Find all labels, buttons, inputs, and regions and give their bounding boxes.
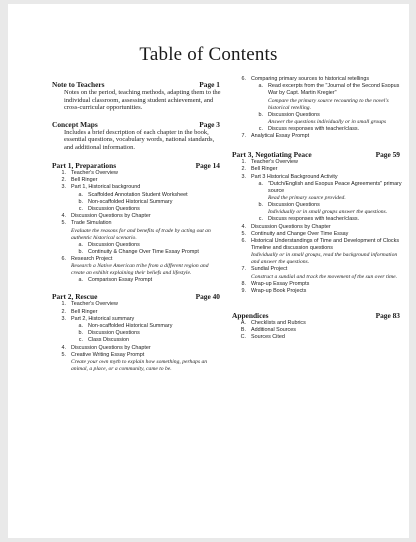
list-item: B. Additional Sources <box>240 327 296 334</box>
item-note: Answer the questions individually or in small groups <box>268 118 387 125</box>
list-item: 5. Trade Simulation Evaluate the reasons for and benefits of trade by acting out an authentic historical scenario. <box>52 220 222 241</box>
left-column <box>52 80 222 373</box>
item-note: Create your own myth to explain how something, perhaps an animal, a place, or a community, came to be. <box>71 359 208 373</box>
list-item: 6. Comparing primary sources to historical retellings <box>241 76 370 82</box>
list-item: 9. Wrap-up Book Projects <box>241 287 307 294</box>
item-note: Read the primary source provided. <box>268 195 346 202</box>
sub-item: c. Class Discussion <box>78 337 130 344</box>
sub-item: c. Discussion Questions <box>78 206 140 213</box>
list-item: 4. Discussion Questions by Chapter <box>241 223 331 230</box>
section-title: Appendices <box>232 311 269 321</box>
list-item: 2. Bell Ringer <box>61 177 98 184</box>
list-item: 6. Historical Understandings of Time and Development of Clocks Timeline and discussion questions Individually or in small groups, read the background information and answer the questions. <box>232 238 402 266</box>
section-part-1 <box>52 161 222 284</box>
section-title: Part 2, Rescue <box>52 292 98 302</box>
sub-item: c. Discuss responses with teacher/class. <box>258 216 360 223</box>
list-item: 1. Teacher's Overview <box>61 170 118 176</box>
list-item: 1. Teacher's Overview <box>61 301 118 308</box>
list-item: 5. Continuity and Change Over Time Essay <box>241 230 349 237</box>
list-item: 6. Research Project Research a Native American tribe from a different region and create an exhibit explaining their beliefs and lifestyle. <box>52 256 222 277</box>
section-note-to-teachers <box>52 80 222 112</box>
document-page <box>8 4 409 538</box>
list-item: 4. Discussion Questions by Chapter <box>61 213 151 220</box>
sub-item: a. Read excerpts from the "Journal of the Second Esopus War by Capt. Martin Kregier" Compare the primary source recounting to the novel's historical retelling. <box>232 83 402 111</box>
list-item: 1. Teacher's Overview <box>241 159 298 166</box>
list-item: 8. Wrap-up Essay Prompts <box>241 280 310 287</box>
sub-item: a. Non-scaffolded Historical Summary <box>78 323 173 330</box>
sub-item: a. "Dutch/English and Esopus Peace Agreements" primary source Read the primary source provided. <box>258 180 402 202</box>
item-note: Individually or in small groups, read the background information and answer the questions. <box>251 252 398 266</box>
list-item: 2. Bell Ringer <box>61 308 98 315</box>
section-page: Page 59 <box>375 150 400 160</box>
sub-item: b. Discussion Questions Individually or in small groups answer the questions. <box>232 202 402 216</box>
section-title: Part 1, Preparations <box>52 161 117 170</box>
item-note: Research a Native American tribe from a different region and create an exhibit explaining their beliefs and lifestyle. <box>71 263 209 277</box>
list-item: 3. Part 3 Historical Background Activity <box>241 173 338 180</box>
sub-item: b. Discussion Questions <box>78 330 140 337</box>
sub-item: b. Continuity & Change Over Time Essay Prompt <box>78 248 199 255</box>
sub-item: c. Discuss responses with teacher/class. <box>258 125 360 132</box>
list-item: 5. Creative Writing Essay Prompt Create your own myth to explain how something, perhaps an animal, a place, or a community, came to be. <box>52 352 222 373</box>
list-item: 3. Part 1, Historical background <box>61 184 141 191</box>
section-page: Page 1 <box>199 80 220 89</box>
sub-item: b. Non-scaffolded Historical Summary <box>78 198 173 205</box>
sub-item: a. Scaffolded Annotation Student Worksheet <box>78 191 188 198</box>
list-item: 4. Discussion Questions by Chapter <box>61 344 151 351</box>
section-page: Page 3 <box>199 119 220 129</box>
sub-item: b. Discussion Questions Answer the questions individually or in small groups <box>232 112 402 126</box>
list-item: 7. Sundial Project Construct a sundial and track the movement of the sun over time. <box>232 266 402 280</box>
sub-item: a. Discussion Questions <box>78 241 140 248</box>
section-appendices <box>232 311 402 342</box>
list-item: 2. Bell Ringer <box>241 166 278 173</box>
section-title: Concept Maps <box>52 119 98 129</box>
list-item: A. Checklists and Rubrics <box>240 320 306 327</box>
section-description: Notes on the period, teaching methods, adapting them to the individual classroom, assessing student achievement, and cross-curricular opportunities. <box>64 89 221 111</box>
item-note: Compare the primary source recounting to the novel's historical retelling. <box>268 97 389 111</box>
section-page: Page 14 <box>195 161 220 170</box>
section-part-3 <box>232 150 402 295</box>
right-column <box>232 76 402 342</box>
page-title: Table of Contents <box>139 44 278 65</box>
section-concept-maps <box>52 120 222 152</box>
section-page: Page 83 <box>375 311 400 321</box>
section-description: Includes a brief description of each chapter in the book, essential questions, vocabulary words, national standards, and additional information. <box>64 128 215 151</box>
item-note: Evaluate the reasons for and benefits of trade by acting out an authentic historical scenario. <box>71 227 211 241</box>
list-item: 3. Part 2, Historical summary <box>61 315 135 322</box>
item-note: Individually or in small groups answer the questions. <box>268 209 388 216</box>
item-note: Construct a sundial and track the movement of the sun over time. <box>251 273 398 280</box>
section-part-2 <box>52 292 222 373</box>
section-title: Note to Teachers <box>52 80 105 89</box>
sub-item: a. Comparison Essay Prompt <box>78 277 153 284</box>
section-page: Page 40 <box>195 292 220 302</box>
section-title: Part 3, Negotiating Peace <box>232 150 312 160</box>
list-item: C. Sources Cited <box>240 334 285 341</box>
list-item: 7. Analytical Essay Prompt <box>241 133 310 140</box>
